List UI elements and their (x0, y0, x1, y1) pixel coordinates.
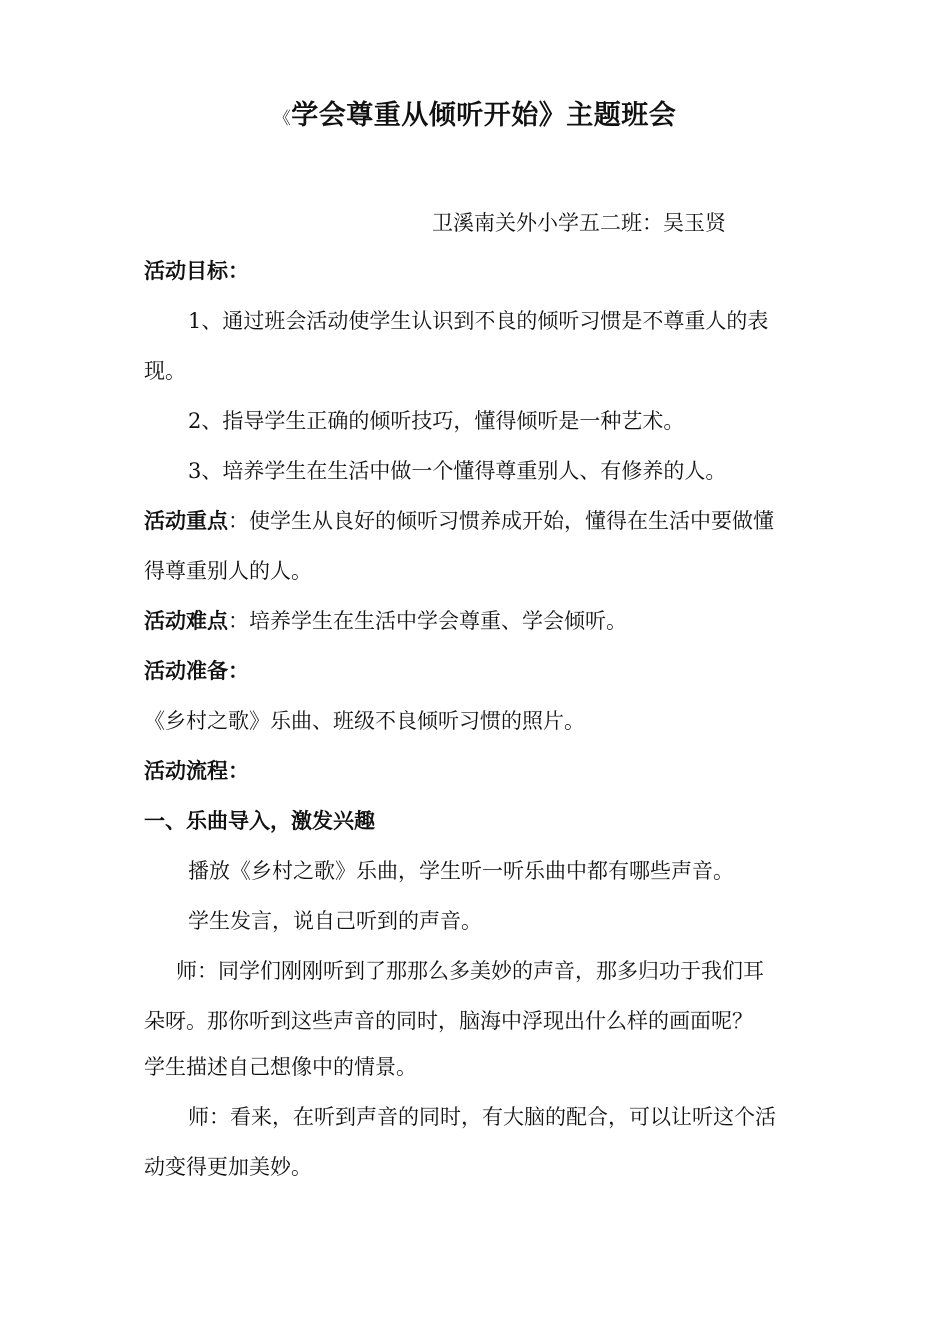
key-point-text: ：使学生从良好的倾听习惯养成开始，懂得在生活中要做懂 (228, 509, 774, 533)
difficulty-text: ：培养学生在生活中学会尊重、学会倾听。 (228, 609, 627, 633)
paragraph-3-line-2: 朵呀。那你听到这些声音的同时，脑海中浮现出什么样的画面呢？ (144, 1009, 753, 1033)
goal-2: 2、指导学生正确的倾听技巧，懂得倾听是一种艺术。 (188, 409, 685, 433)
paragraph-4: 学生描述自己想像中的情景。 (144, 1055, 417, 1079)
goals-heading: 活动目标： (144, 259, 249, 283)
key-point-line-2: 得尊重别人的人。 (144, 559, 312, 583)
difficulty-line (144, 606, 627, 636)
goal-3: 3、培养学生在生活中做一个懂得尊重别人、有修养的人。 (188, 459, 727, 483)
author-line: 卫溪南关外小学五二班：吴玉贤 (432, 211, 726, 235)
section-1-heading: 一、乐曲导入，激发兴趣 (144, 809, 375, 833)
preparation-text: 《乡村之歌》乐曲、班级不良倾听习惯的照片。 (144, 709, 585, 733)
paragraph-1: 播放《乡村之歌》乐曲，学生听一听乐曲中都有哪些声音。 (188, 859, 734, 883)
key-point-line-1 (144, 506, 774, 536)
paragraph-5-line-2: 动变得更加美妙。 (144, 1155, 312, 1179)
difficulty-label: 活动难点 (144, 609, 228, 633)
goal-1-line-1: 1、通过班会活动使学生认识到不良的倾听习惯是不尊重人的表 (188, 309, 769, 333)
goal-1-line-2: 现。 (144, 359, 186, 383)
document-title (0, 96, 950, 139)
title-open-mark: 《 (273, 109, 292, 129)
paragraph-5-line-1: 师：看来，在听到声音的同时，有大脑的配合，可以让听这个活 (188, 1105, 776, 1129)
paragraph-3-line-1: 师：同学们刚刚听到了那那么多美妙的声音，那多归功于我们耳 (176, 959, 764, 983)
title-text: 学会尊重从倾听开始》主题班会 (291, 100, 677, 131)
process-heading: 活动流程： (144, 759, 249, 783)
paragraph-2: 学生发言，说自己听到的声音。 (188, 909, 482, 933)
preparation-heading: 活动准备： (144, 659, 249, 683)
key-point-label: 活动重点 (144, 509, 228, 533)
